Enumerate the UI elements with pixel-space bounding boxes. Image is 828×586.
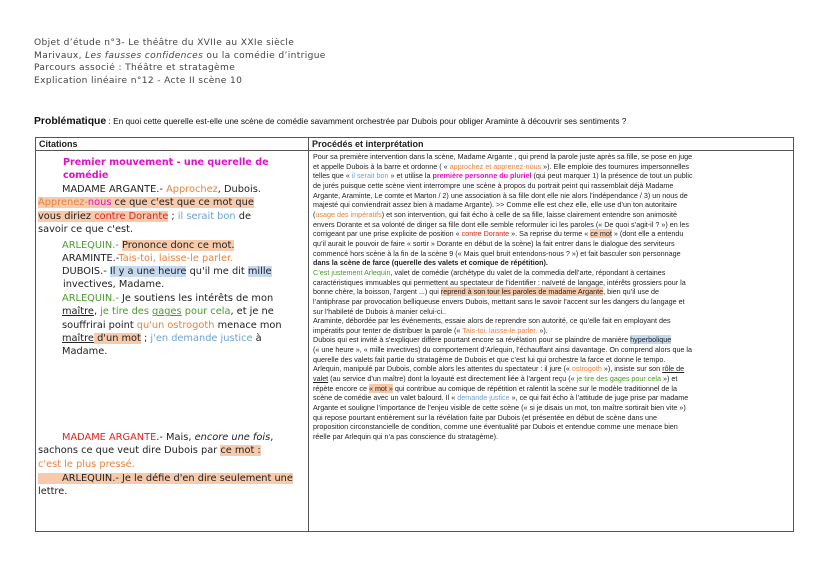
analysis-text: ». Sa reprise du terme «	[509, 229, 591, 239]
mouvement-title-line-1: Premier mouvement - une querelle de	[63, 157, 269, 168]
cit-text: savoir ce que c'est.	[38, 223, 134, 235]
citation-dubois	[36, 265, 306, 292]
analysis-text: , valet de comédie (archétype du valet de la commedia dell’arte, répondant à certaines	[390, 267, 666, 277]
analysis-text: Dubois qui est invité à s’expliquer diffère pourtant encore sa révélation pour se plaindre de manière	[313, 335, 631, 345]
analysis-text: impératifs pour tenter de distribuer la parole («	[313, 325, 463, 335]
analysis-text: », ce qui fait écho à l’attitude de juge prise par madame	[509, 393, 689, 403]
cit-ostrogoth: qu'un ostrogoth	[136, 319, 215, 331]
citation-arlequin-2	[36, 292, 306, 358]
citation-madame-argante-2	[36, 431, 306, 471]
cit-justice: j'en demande justice	[150, 332, 253, 344]
mouvement-title	[63, 156, 333, 183]
analysis-line: majesté qui conviendrait assez bien à madame Argante). >> Comme elle est chez elle, elle use d’un ton autoritaire	[313, 200, 677, 210]
speaker-arlequin: ARLEQUIN.-	[38, 473, 122, 484]
analysis-text: (qui peut marquer 1) la présence de tout un public	[531, 171, 693, 181]
analysis-text: » et utilise la	[388, 171, 433, 181]
analysis-quote: Tais-toi, laisse-le parler.	[462, 325, 538, 335]
analysis-line	[313, 258, 791, 268]
analysis-line	[313, 268, 791, 278]
analysis-text: , bien qu’il use de	[603, 287, 660, 297]
cit-text: ;	[168, 210, 178, 222]
analysis-line: Argante, Araminte, Le comte et Marton / 2) une association à sa fille dont elle nie alors l’indépendance / 3) un nous de	[313, 190, 688, 200]
procedes-header: Procédés et interprétation	[312, 139, 424, 149]
cit-text: .- Mais,	[156, 432, 195, 443]
analysis-text: qui contribue au comique de répétition et ralentit la scène sur le modèle traditionnel de la	[392, 383, 678, 393]
citation-arlequin-1	[36, 239, 306, 252]
analysis-emphasis: dans la scène de farce (querelle des valets et comique de répétition).	[313, 258, 548, 268]
cit-ce-mot: ce mot :	[220, 445, 261, 457]
cit-text: , Dubois.	[217, 184, 261, 195]
cit-nous: nous	[87, 197, 112, 209]
analysis-line: (« une heure », « mille invectives) du comportement d’Arlequin, l’échauffant ainsi davantage. On comprend alors que la	[313, 345, 693, 355]
analysis-quote: hyperbolique	[630, 335, 672, 345]
analysis-line	[313, 162, 791, 172]
header-line-1: Objet d’étude n°3- Le théâtre du XVIIe au XXIe siècle	[34, 38, 295, 48]
cit-text: Je soutiens les intérêts de mon	[122, 293, 274, 304]
cit-text: lettre.	[38, 486, 68, 498]
cit-text: qu'il me dit	[186, 266, 248, 277]
cit-prononce: Prononce donc ce mot.	[122, 240, 235, 251]
cit-plus-presse: c'est le plus pressé.	[38, 458, 135, 470]
analysis-line	[313, 374, 791, 384]
analysis-quote: je tire des gages pour cela	[576, 374, 661, 384]
analysis-line	[313, 335, 791, 345]
cit-text: invectives, Madame.	[63, 279, 165, 291]
analysis-line	[313, 393, 791, 403]
analysis-line	[313, 229, 791, 239]
cit-text: ce que c'est que ce mot que	[111, 197, 254, 209]
analysis-line	[313, 384, 791, 394]
analysis-line: commencé hors scène à la fin de la scène 9 (« Mais quel bruit entendons-nous ? ») et fait basculer son personnage	[313, 248, 681, 258]
header-line-4: Explication linéaire n°12 - Acte II scène 10	[34, 75, 243, 86]
cit-text: ,	[93, 306, 101, 318]
analysis-quote: ostrogoth	[571, 364, 602, 374]
analysis-line: sur l’habileté de Dubois à manier celui-ci..	[313, 306, 447, 316]
analysis-quote: approchez et apprenez-nous	[449, 161, 542, 171]
analysis-line: l’antiphrase par provocation belliqueuse envers Dubois, mettant sans le savoir l’accent sur les dangers du langage et	[313, 296, 685, 306]
citation-araminte	[36, 252, 306, 265]
cit-approchez: Approchez	[166, 184, 218, 195]
cit-text: , et je ne	[230, 306, 274, 318]
cit-encore-une-fois: encore une fois	[194, 432, 271, 443]
analysis-underline: rôle de	[662, 364, 685, 374]
cit-apprenez: Apprenez-	[38, 197, 88, 209]
analysis-line: qu’il aurait le pouvoir de faire « sortir » Dorante en début de la scène) la fait entrer dans le dialogue des serviteurs	[313, 238, 675, 248]
cit-text: à	[252, 332, 262, 344]
header-line-2	[34, 50, 326, 63]
analysis-line	[313, 287, 791, 297]
analysis-text: ) et son intervention, qui fait écho à celle de sa fille, laisse clairement entendre son animosité	[381, 209, 677, 219]
cit-pour-cela: pour cela	[181, 306, 231, 318]
analysis-line	[313, 210, 791, 220]
speaker-araminte: ARAMINTE.-	[62, 253, 119, 264]
analysis-text: et appelle Dubois à la barre et ordonne ( «	[313, 161, 450, 171]
analysis-line: Pour sa première intervention dans la scène, Madame Argante , qui prend la parole juste après sa fille, se pose en juge	[313, 152, 693, 161]
document-header	[34, 37, 326, 87]
analysis-text: telles que «	[313, 171, 352, 181]
analysis-text: (	[313, 209, 316, 219]
citation-arlequin-3	[36, 472, 306, 499]
cit-text: de	[235, 210, 251, 222]
analysis-line: caractéristiques immuables qui permettent au spectateur de l’identifier : naïveté de langage, intérêts grossiers pour la	[313, 277, 686, 287]
analysis-quote: reprend à son tour les paroles de madame Argante	[440, 287, 604, 297]
analysis-line: de jurés puisque cette scène vient interrompre une scène à propos du portrait peint qui rassemblait déjà Madame	[313, 180, 674, 190]
analysis-text: »).	[537, 325, 548, 335]
cit-text: menace mon	[214, 319, 282, 331]
header-work-title: Les fausses confidences	[85, 50, 204, 61]
analysis-column	[313, 152, 791, 442]
analysis-text: Arlequin, manipulé par Dubois, comble alors les attentes du spectateur : il jure («	[313, 364, 572, 374]
analysis-text: »). Elle emploie des tournures impersonnelles	[541, 161, 689, 171]
analysis-quote: contre Dorante	[461, 229, 510, 239]
cit-gages: gages	[152, 306, 182, 318]
cit-defie: Je le défie d'en dire seulement une	[122, 473, 293, 484]
speaker-madame-argante: MADAME ARGANTE.-	[62, 184, 167, 195]
analysis-line: réelle par Arlequin qui n’a pas conscience du stratagème).	[313, 432, 498, 442]
header-divider	[36, 150, 793, 151]
analysis-quote: il serait bon	[351, 171, 389, 181]
analysis-line: querelle des valets fait partie du stratagème de Dubois et que c’est lui qui orchestre la farce et donne le tempo.	[313, 354, 666, 364]
analysis-text: » (dont elle a entendu	[611, 229, 684, 239]
analysis-text: scène de comédie avec un valet balourd. Il «	[313, 393, 458, 403]
cit-il-serait-bon: il serait bon	[177, 210, 236, 222]
cit-d-un-mot: d'un mot	[93, 332, 141, 344]
analysis-quote: « mot »	[368, 383, 393, 393]
cit-maitre: maître	[62, 306, 94, 318]
analysis-text: bonne chère, la boisson, l’argent ...) qui	[313, 287, 441, 297]
citation-madame-argante-1	[36, 183, 306, 236]
analysis-text: ») et	[661, 374, 678, 384]
cit-contre-dorante: contre Dorante	[94, 210, 169, 222]
cit-text: vous diriez	[38, 210, 95, 222]
analysis-table	[35, 137, 794, 532]
problematique	[34, 116, 819, 127]
citations-header: Citations	[39, 139, 78, 149]
analysis-text: répète encore ce	[313, 383, 369, 393]
cit-text: souffrirai point	[62, 319, 137, 331]
analysis-line	[313, 364, 791, 374]
analysis-quote: usage des impératifs	[315, 209, 382, 219]
analysis-quote: demande justice	[457, 393, 510, 403]
analysis-line: Araminte, débordée par les événements, essaie alors de reprendre son autorité, ce qu’elle fait en employant des	[313, 316, 671, 326]
analysis-underline: valet	[313, 374, 329, 384]
analysis-line: envers Dorante et sa volonté de diriger sa fille dont elle semble reformuler ici les paroles (« De quoi s’agit-il ? ») en les	[313, 219, 689, 229]
analysis-line: qui repose pourtant entièrement sur la révélation faite par Dubois (et présentée en début de scène dans une	[313, 412, 658, 422]
analysis-text: corrigeant par une prise explicite de position «	[313, 229, 462, 239]
speaker-madame-argante: MADAME ARGANTE	[62, 432, 157, 443]
cit-text: sachons ce que veut dire Dubois par	[38, 445, 221, 457]
analysis-line: proposition circonstancielle de condition, comme une éventualité par Dubois et entendue comme une menace bien	[313, 422, 678, 432]
header-line-3: Parcours associé : Théâtre et stratagème	[34, 63, 236, 74]
analysis-line	[313, 171, 791, 181]
cit-tais-toi: Tais-toi, laisse-le parler.	[118, 253, 234, 264]
header-author: Marivaux,	[34, 50, 86, 61]
header-line-2-rest: ou la comédie d’intrigue	[203, 50, 326, 61]
speaker-dubois: DUBOIS.-	[62, 266, 110, 277]
analysis-line	[313, 326, 791, 336]
speaker-arlequin: ARLEQUIN.-	[62, 293, 123, 304]
cit-je-tire: je tire des	[100, 306, 153, 318]
analysis-quote: ce mot	[590, 229, 612, 239]
cit-mille: mille	[247, 266, 272, 277]
analysis-quote: C’est justement Arlequin	[313, 267, 391, 277]
speaker-arlequin: ARLEQUIN.-	[62, 240, 123, 251]
analysis-emphasis: première personne du pluriel	[432, 171, 532, 181]
analysis-line: Argante et souligne l’importance de l’enjeu visible de cette scène (« si je disais un mot, ton maître sortirait bien vite »)	[313, 403, 686, 413]
problematique-label: Problématique	[34, 116, 107, 127]
analysis-text: (au service d’un maître) dont la loyauté est directement liée à l’argent reçu («	[328, 374, 577, 384]
problematique-text: : En quoi cette querelle est-elle une scène de comédie savamment orchestrée par Dubois pour obliger Araminte à découvrir ses sentiments ?	[106, 116, 627, 126]
cit-text: ,	[270, 432, 274, 443]
cit-une-heure: Il y a une heure	[109, 266, 187, 277]
analysis-text: »), insiste sur son	[601, 364, 663, 374]
cit-text: ;	[140, 332, 151, 344]
mouvement-title-line-2: comédie	[63, 170, 109, 182]
cit-maitre: maître	[62, 332, 94, 344]
cit-text: Madame.	[62, 346, 108, 358]
column-divider	[308, 138, 309, 531]
